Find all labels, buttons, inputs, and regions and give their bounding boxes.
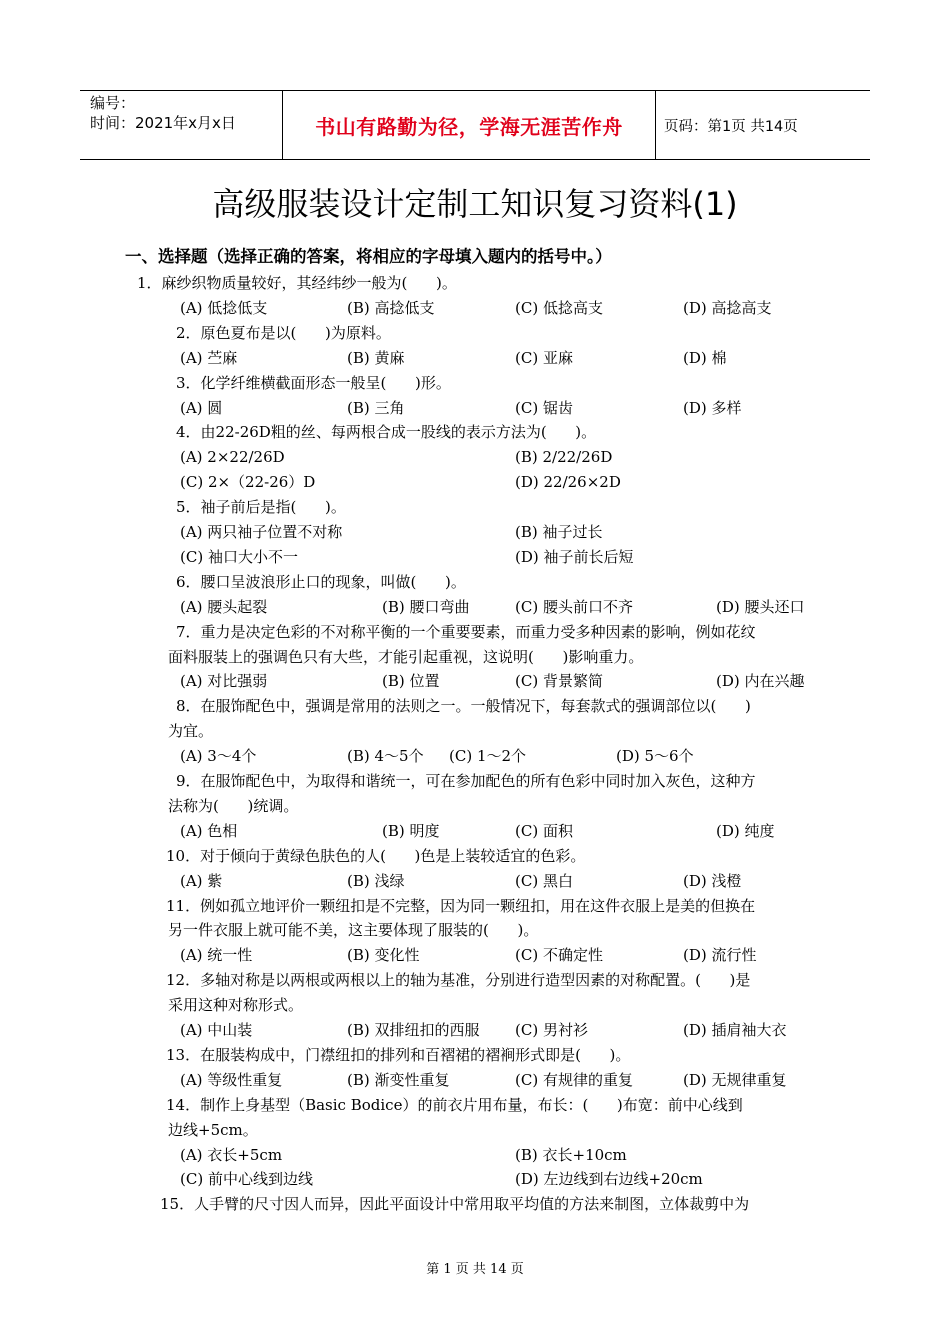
answer-option: (B) 明度 <box>382 821 440 840</box>
question-text: 法称为( )统调。 <box>168 796 299 815</box>
answer-option: (A) 衣长+5cm <box>180 1145 283 1164</box>
answer-option: (C) 2×（22-26）D <box>180 473 316 492</box>
answer-option: (D) 22/26×2D <box>515 473 621 492</box>
answer-option: (C) 面积 <box>515 821 573 840</box>
answer-option: (A) 紫 <box>180 871 223 890</box>
answer-option: (C) 1～2个 <box>449 747 527 766</box>
header-info <box>80 91 282 159</box>
answer-option: (B) 2/22/26D <box>515 448 613 467</box>
answer-option: (B) 4～5个 <box>347 747 424 766</box>
page-footer: 第 1 页 共 14 页 <box>426 1262 524 1277</box>
answer-option: (C) 黑白 <box>515 871 573 890</box>
number-label: 编号： <box>90 94 136 112</box>
answer-option: (C) 腰头前口不齐 <box>515 597 633 616</box>
motto: 书山有路勤为径，学海无涯苦作舟 <box>282 91 656 159</box>
answer-option: (C) 低捻高支 <box>515 298 603 317</box>
answer-option: (A) 色相 <box>180 821 238 840</box>
answer-option: (C) 前中心线到边线 <box>180 1170 313 1189</box>
question-text: 15．人手臂的尺寸因人而异，因此平面设计中常用取平均值的方法来制图，立体裁剪中为 <box>160 1195 750 1214</box>
answer-option: (D) 浅橙 <box>683 871 742 890</box>
answer-option: (A) 低捻低支 <box>180 298 268 317</box>
question-text: 3．化学纤维横截面形态一般呈( )形。 <box>176 373 451 392</box>
question-text: 采用这种对称形式。 <box>168 996 304 1015</box>
question-text: 5．袖子前后是指( )。 <box>176 498 346 517</box>
question-text: 4．由22-26D粗的丝、每两根合成一股线的表示方法为( )。 <box>176 423 597 442</box>
answer-option: (B) 三角 <box>347 398 405 417</box>
answer-option: (B) 衣长+10cm <box>515 1145 627 1164</box>
answer-option: (D) 纯度 <box>716 821 775 840</box>
question-text: 7．重力是决定色彩的不对称平衡的一个重要要素，而重力受多种因素的影响，例如花纹 <box>176 622 756 641</box>
answer-option: (C) 有规律的重复 <box>515 1070 633 1089</box>
answer-option: (C) 不确定性 <box>515 946 603 965</box>
question-text: 2．原色夏布是以( )为原料。 <box>176 323 391 342</box>
answer-option: (D) 内在兴趣 <box>716 672 805 691</box>
answer-option: (D) 流行性 <box>683 946 757 965</box>
question-text: 另一件衣服上就可能不美，这主要体现了服装的( )。 <box>168 921 539 940</box>
answer-option: (D) 插肩袖大衣 <box>683 1021 787 1039</box>
question-text: 12．多轴对称是以两根或两根以上的轴为基准，分别进行造型因素的对称配置。( )是 <box>166 971 751 990</box>
answer-option: (A) 对比强弱 <box>180 672 268 691</box>
answer-option: (B) 腰口弯曲 <box>382 597 470 616</box>
answer-option: (C) 男衬衫 <box>515 1021 588 1039</box>
answer-option: (D) 腰头还口 <box>716 597 805 616</box>
answer-option: (A) 3～4个 <box>180 747 257 766</box>
page-info: 页码：第1页 共14页 <box>664 118 798 135</box>
answer-option: (A) 苎麻 <box>180 348 238 367</box>
question-text: 9．在服饰配色中，为取得和谐统一，可在参加配色的所有色彩中同时加入灰色，这种方 <box>176 772 756 790</box>
answer-option: (A) 2×22/26D <box>180 448 285 467</box>
question-text: 为宜。 <box>168 722 214 741</box>
question-text: 13．在服装构成中，门襟纽扣的排列和百褶裙的褶裥形式即是( )。 <box>166 1045 631 1064</box>
answer-option: (B) 袖子过长 <box>515 523 603 541</box>
answer-option: (B) 变化性 <box>347 946 420 965</box>
answer-option: (C) 袖口大小不一 <box>180 547 298 566</box>
question-text: 8．在服饰配色中，强调是常用的法则之一。一般情况下，每套款式的强调部位以( ) <box>176 697 751 716</box>
answer-option: (D) 5～6个 <box>616 747 694 766</box>
answer-option: (A) 等级性重复 <box>180 1070 283 1089</box>
answer-option: (B) 渐变性重复 <box>347 1070 450 1089</box>
answer-option: (D) 左边线到右边线+20cm <box>515 1170 703 1189</box>
answer-option: (B) 双排纽扣的西服 <box>347 1021 480 1039</box>
question-text: 10．对于倾向于黄绿色肤色的人( )色是上装较适宜的色彩。 <box>166 846 586 865</box>
answer-option: (D) 高捻高支 <box>683 298 772 317</box>
answer-option: (A) 腰头起裂 <box>180 597 268 616</box>
answer-option: (A) 统一性 <box>180 946 253 965</box>
document-title: 高级服装设计定制工知识复习资料(1) <box>212 185 738 223</box>
question-text: 边线+5cm。 <box>168 1120 258 1139</box>
answer-option: (A) 两只袖子位置不对称 <box>180 523 343 541</box>
question-text: 6．腰口呈波浪形止口的现象，叫做( )。 <box>176 572 466 591</box>
question-text: 11．例如孤立地评价一颗纽扣是不完整，因为同一颗纽扣，用在这件衣服上是美的但换在 <box>166 896 756 915</box>
answer-option: (B) 位置 <box>382 672 440 691</box>
question-text: 面料服装上的强调色只有大些，才能引起重视，这说明( )影响重力。 <box>168 647 644 666</box>
section-title: 一、选择题（选择正确的答案，将相应的字母填入题内的括号中。） <box>125 247 612 266</box>
header-table <box>80 90 870 160</box>
answer-option: (B) 浅绿 <box>347 871 405 890</box>
answer-option: (C) 锯齿 <box>515 398 573 417</box>
answer-option: (D) 棉 <box>683 348 727 367</box>
time-label: 时间：2021年x月x日 <box>90 114 236 132</box>
answer-option: (D) 多样 <box>683 398 742 417</box>
answer-option: (C) 亚麻 <box>515 348 573 367</box>
question-text: 1．麻纱织物质量较好，其经纬纱一般为( )。 <box>137 274 457 292</box>
question-text: 14．制作上身基型（Basic Bodice）的前衣片用布量，布长：( )布宽：前中心线到 <box>166 1095 743 1114</box>
answer-option: (A) 中山装 <box>180 1021 253 1039</box>
answer-option: (D) 袖子前长后短 <box>515 547 634 566</box>
answer-option: (B) 黄麻 <box>347 348 405 367</box>
answer-option: (A) 圆 <box>180 398 223 417</box>
answer-option: (D) 无规律重复 <box>683 1070 787 1089</box>
answer-option: (C) 背景繁简 <box>515 672 603 691</box>
answer-option: (B) 高捻低支 <box>347 298 435 317</box>
